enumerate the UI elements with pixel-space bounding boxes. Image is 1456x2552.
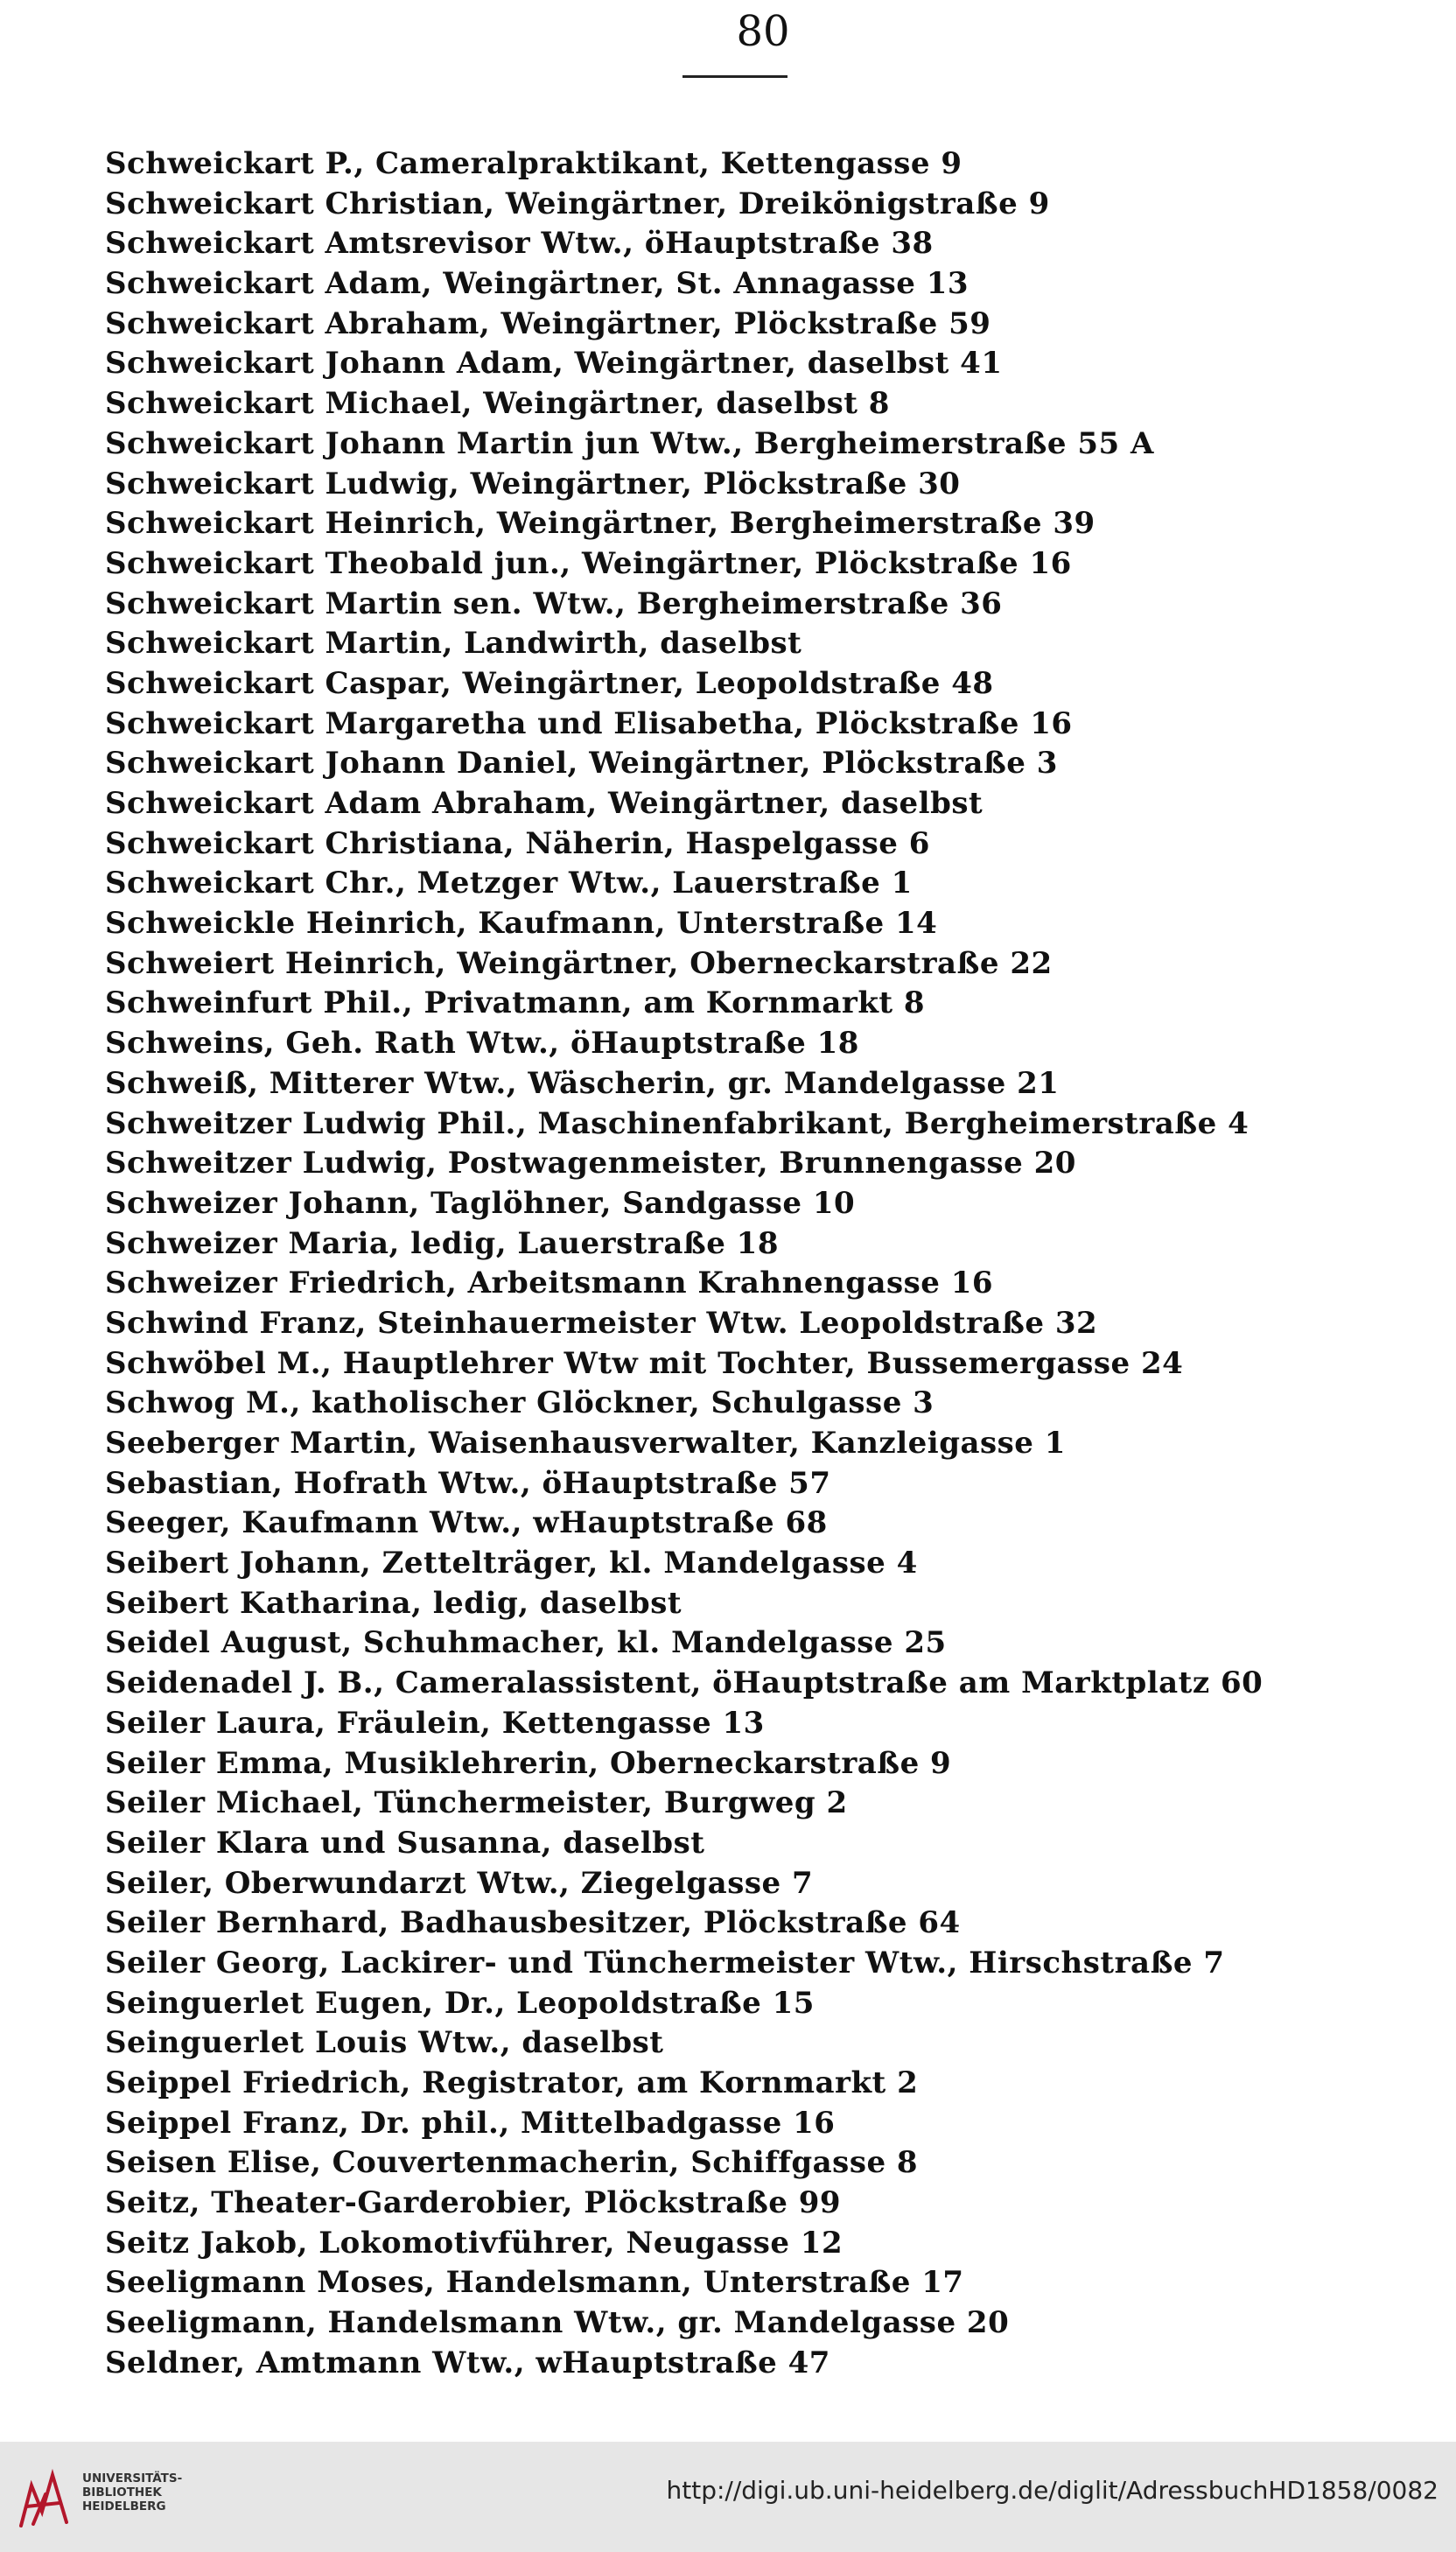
address-entry-list xyxy=(105,144,1418,2384)
address-entry: Schweickart Theobald jun., Weingärtner, Plöckstraße 16 xyxy=(105,545,1072,581)
address-entry: Seippel Franz, Dr. phil., Mittelbadgasse 16 xyxy=(105,2105,836,2141)
logo-line: UNIVERSITÄTS- xyxy=(82,2471,183,2485)
page-number: 80 xyxy=(736,7,790,56)
address-entry: Seiler, Oberwundarzt Wtw., Ziegelgasse 7 xyxy=(105,1865,814,1901)
source-url-link[interactable]: http://digi.ub.uni-heidelberg.de/diglit/AdressbuchHD1858/0082 xyxy=(666,2476,1438,2505)
address-entry: Schweickart Christiana, Näherin, Haspelgasse 6 xyxy=(105,825,930,861)
address-entry: Seiler Georg, Lackirer- und Tünchermeister Wtw., Hirschstraße 7 xyxy=(105,1945,1225,1981)
address-entry: Schweickart Johann Martin jun Wtw., Bergheimerstraße 55 A xyxy=(105,425,1154,461)
library-logo[interactable] xyxy=(16,2466,191,2536)
address-entry: Seibert Johann, Zettelträger, kl. Mandelgasse 4 xyxy=(105,1546,918,1581)
logo-line: HEIDELBERG xyxy=(82,2499,166,2513)
address-entry: Seitz, Theater-Garderobier, Plöckstraße 99 xyxy=(105,2185,842,2221)
address-entry: Seiler Emma, Musiklehrerin, Oberneckarstraße 9 xyxy=(105,1745,952,1781)
footer-bar xyxy=(0,2442,1456,2552)
address-entry: Schweickart P., Cameralpraktikant, Kettengasse 9 xyxy=(105,146,962,181)
address-entry: Schweickle Heinrich, Kaufmann, Unterstraße 14 xyxy=(105,906,938,942)
address-entry: Seidenadel J. B., Cameralassistent, öHauptstraße am Marktplatz 60 xyxy=(105,1665,1264,1701)
address-entry: Seippel Friedrich, Registrator, am Kornmarkt 2 xyxy=(105,2065,919,2100)
address-entry: Schwog M., katholischer Glöckner, Schulgasse 3 xyxy=(105,1385,934,1421)
address-entry: Schweickart Margaretha und Elisabetha, Plöckstraße 16 xyxy=(105,705,1073,741)
address-entry: Seinguerlet Louis Wtw., daselbst xyxy=(105,2025,664,2061)
address-entry: Seiler Michael, Tünchermeister, Burgweg 2 xyxy=(105,1785,848,1821)
address-entry: Schweizer Johann, Taglöhner, Sandgasse 10 xyxy=(105,1185,856,1221)
address-entry: Schweickart Michael, Weingärtner, daselbst 8 xyxy=(105,386,890,422)
library-seal-icon xyxy=(16,2468,72,2531)
address-entry: Schweickart Martin sen. Wtw., Bergheimerstraße 36 xyxy=(105,585,1003,621)
address-entry: Schweickart Adam Abraham, Weingärtner, daselbst xyxy=(105,786,984,821)
address-entry: Schweickart Adam, Weingärtner, St. Annagasse 13 xyxy=(105,266,970,302)
address-entry: Seeligmann, Handelsmann Wtw., gr. Mandelgasse 20 xyxy=(105,2305,1010,2341)
address-entry: Seitz Jakob, Lokomotivführer, Neugasse 12 xyxy=(105,2225,844,2261)
address-entry: Seibert Katharina, ledig, daselbst xyxy=(105,1585,682,1621)
address-entry: Schweinfurt Phil., Privatmann, am Kornmarkt 8 xyxy=(105,985,926,1021)
address-entry: Schweickart Ludwig, Weingärtner, Plöckstraße 30 xyxy=(105,466,961,501)
address-entry: Schweickart Heinrich, Weingärtner, Bergheimerstraße 39 xyxy=(105,506,1096,542)
address-entry: Seiler Klara und Susanna, daselbst xyxy=(105,1825,705,1861)
address-entry: Schweickart Christian, Weingärtner, Dreikönigstraße 9 xyxy=(105,186,1050,221)
address-entry: Schweitzer Ludwig Phil., Maschinenfabrikant, Bergheimerstraße 4 xyxy=(105,1105,1250,1141)
address-entry: Schweiß, Mitterer Wtw., Wäscherin, gr. Mandelgasse 21 xyxy=(105,1065,1060,1101)
address-entry: Schweickart Johann Adam, Weingärtner, daselbst 41 xyxy=(105,346,1003,382)
address-entry: Seeligmann Moses, Handelsmann, Unterstraße 17 xyxy=(105,2265,964,2301)
address-entry: Schweins, Geh. Rath Wtw., öHauptstraße 18 xyxy=(105,1026,859,1062)
address-entry: Schwöbel M., Hauptlehrer Wtw mit Tochter, Bussemergasse 24 xyxy=(105,1345,1184,1381)
logo-line: BIBLIOTHEK xyxy=(82,2485,162,2499)
address-entry: Seinguerlet Eugen, Dr., Leopoldstraße 15 xyxy=(105,1985,815,2021)
address-entry: Schweitzer Ludwig, Postwagenmeister, Brunnengasse 20 xyxy=(105,1146,1076,1181)
address-entry: Schweizer Friedrich, Arbeitsmann Krahnengasse 16 xyxy=(105,1265,994,1301)
address-entry: Seiler Bernhard, Badhausbesitzer, Plöckstraße 64 xyxy=(105,1905,961,1941)
address-entry: Seidel August, Schuhmacher, kl. Mandelgasse 25 xyxy=(105,1625,947,1661)
address-entry: Schweickart Martin, Landwirth, daselbst xyxy=(105,626,802,662)
address-entry: Schweickart Chr., Metzger Wtw., Lauerstraße 1 xyxy=(105,866,913,901)
address-entry: Sebastian, Hofrath Wtw., öHauptstraße 57 xyxy=(105,1465,831,1501)
address-entry: Seeger, Kaufmann Wtw., wHauptstraße 68 xyxy=(105,1505,828,1541)
address-entry: Schweickart Caspar, Weingärtner, Leopoldstraße 48 xyxy=(105,665,994,701)
address-entry: Schwind Franz, Steinhauermeister Wtw. Leopoldstraße 32 xyxy=(105,1305,1098,1341)
address-entry: Seeberger Martin, Waisenhausverwalter, Kanzleigasse 1 xyxy=(105,1426,1066,1461)
address-entry: Seisen Elise, Couvertenmacherin, Schiffgasse 8 xyxy=(105,2145,919,2181)
address-entry: Schweickart Amtsrevisor Wtw., öHauptstraße 38 xyxy=(105,226,934,262)
page-number-rule xyxy=(682,75,788,78)
address-entry: Schweickart Johann Daniel, Weingärtner, Plöckstraße 3 xyxy=(105,746,1058,782)
library-logo-text xyxy=(82,2471,182,2513)
address-entry: Seiler Laura, Fräulein, Kettengasse 13 xyxy=(105,1705,765,1741)
address-entry: Seldner, Amtmann Wtw., wHauptstraße 47 xyxy=(105,2345,830,2380)
address-entry: Schweickart Abraham, Weingärtner, Plöckstraße 59 xyxy=(105,305,991,341)
address-entry: Schweizer Maria, ledig, Lauerstraße 18 xyxy=(105,1225,779,1261)
address-entry: Schweiert Heinrich, Weingärtner, Oberneckarstraße 22 xyxy=(105,945,1053,981)
